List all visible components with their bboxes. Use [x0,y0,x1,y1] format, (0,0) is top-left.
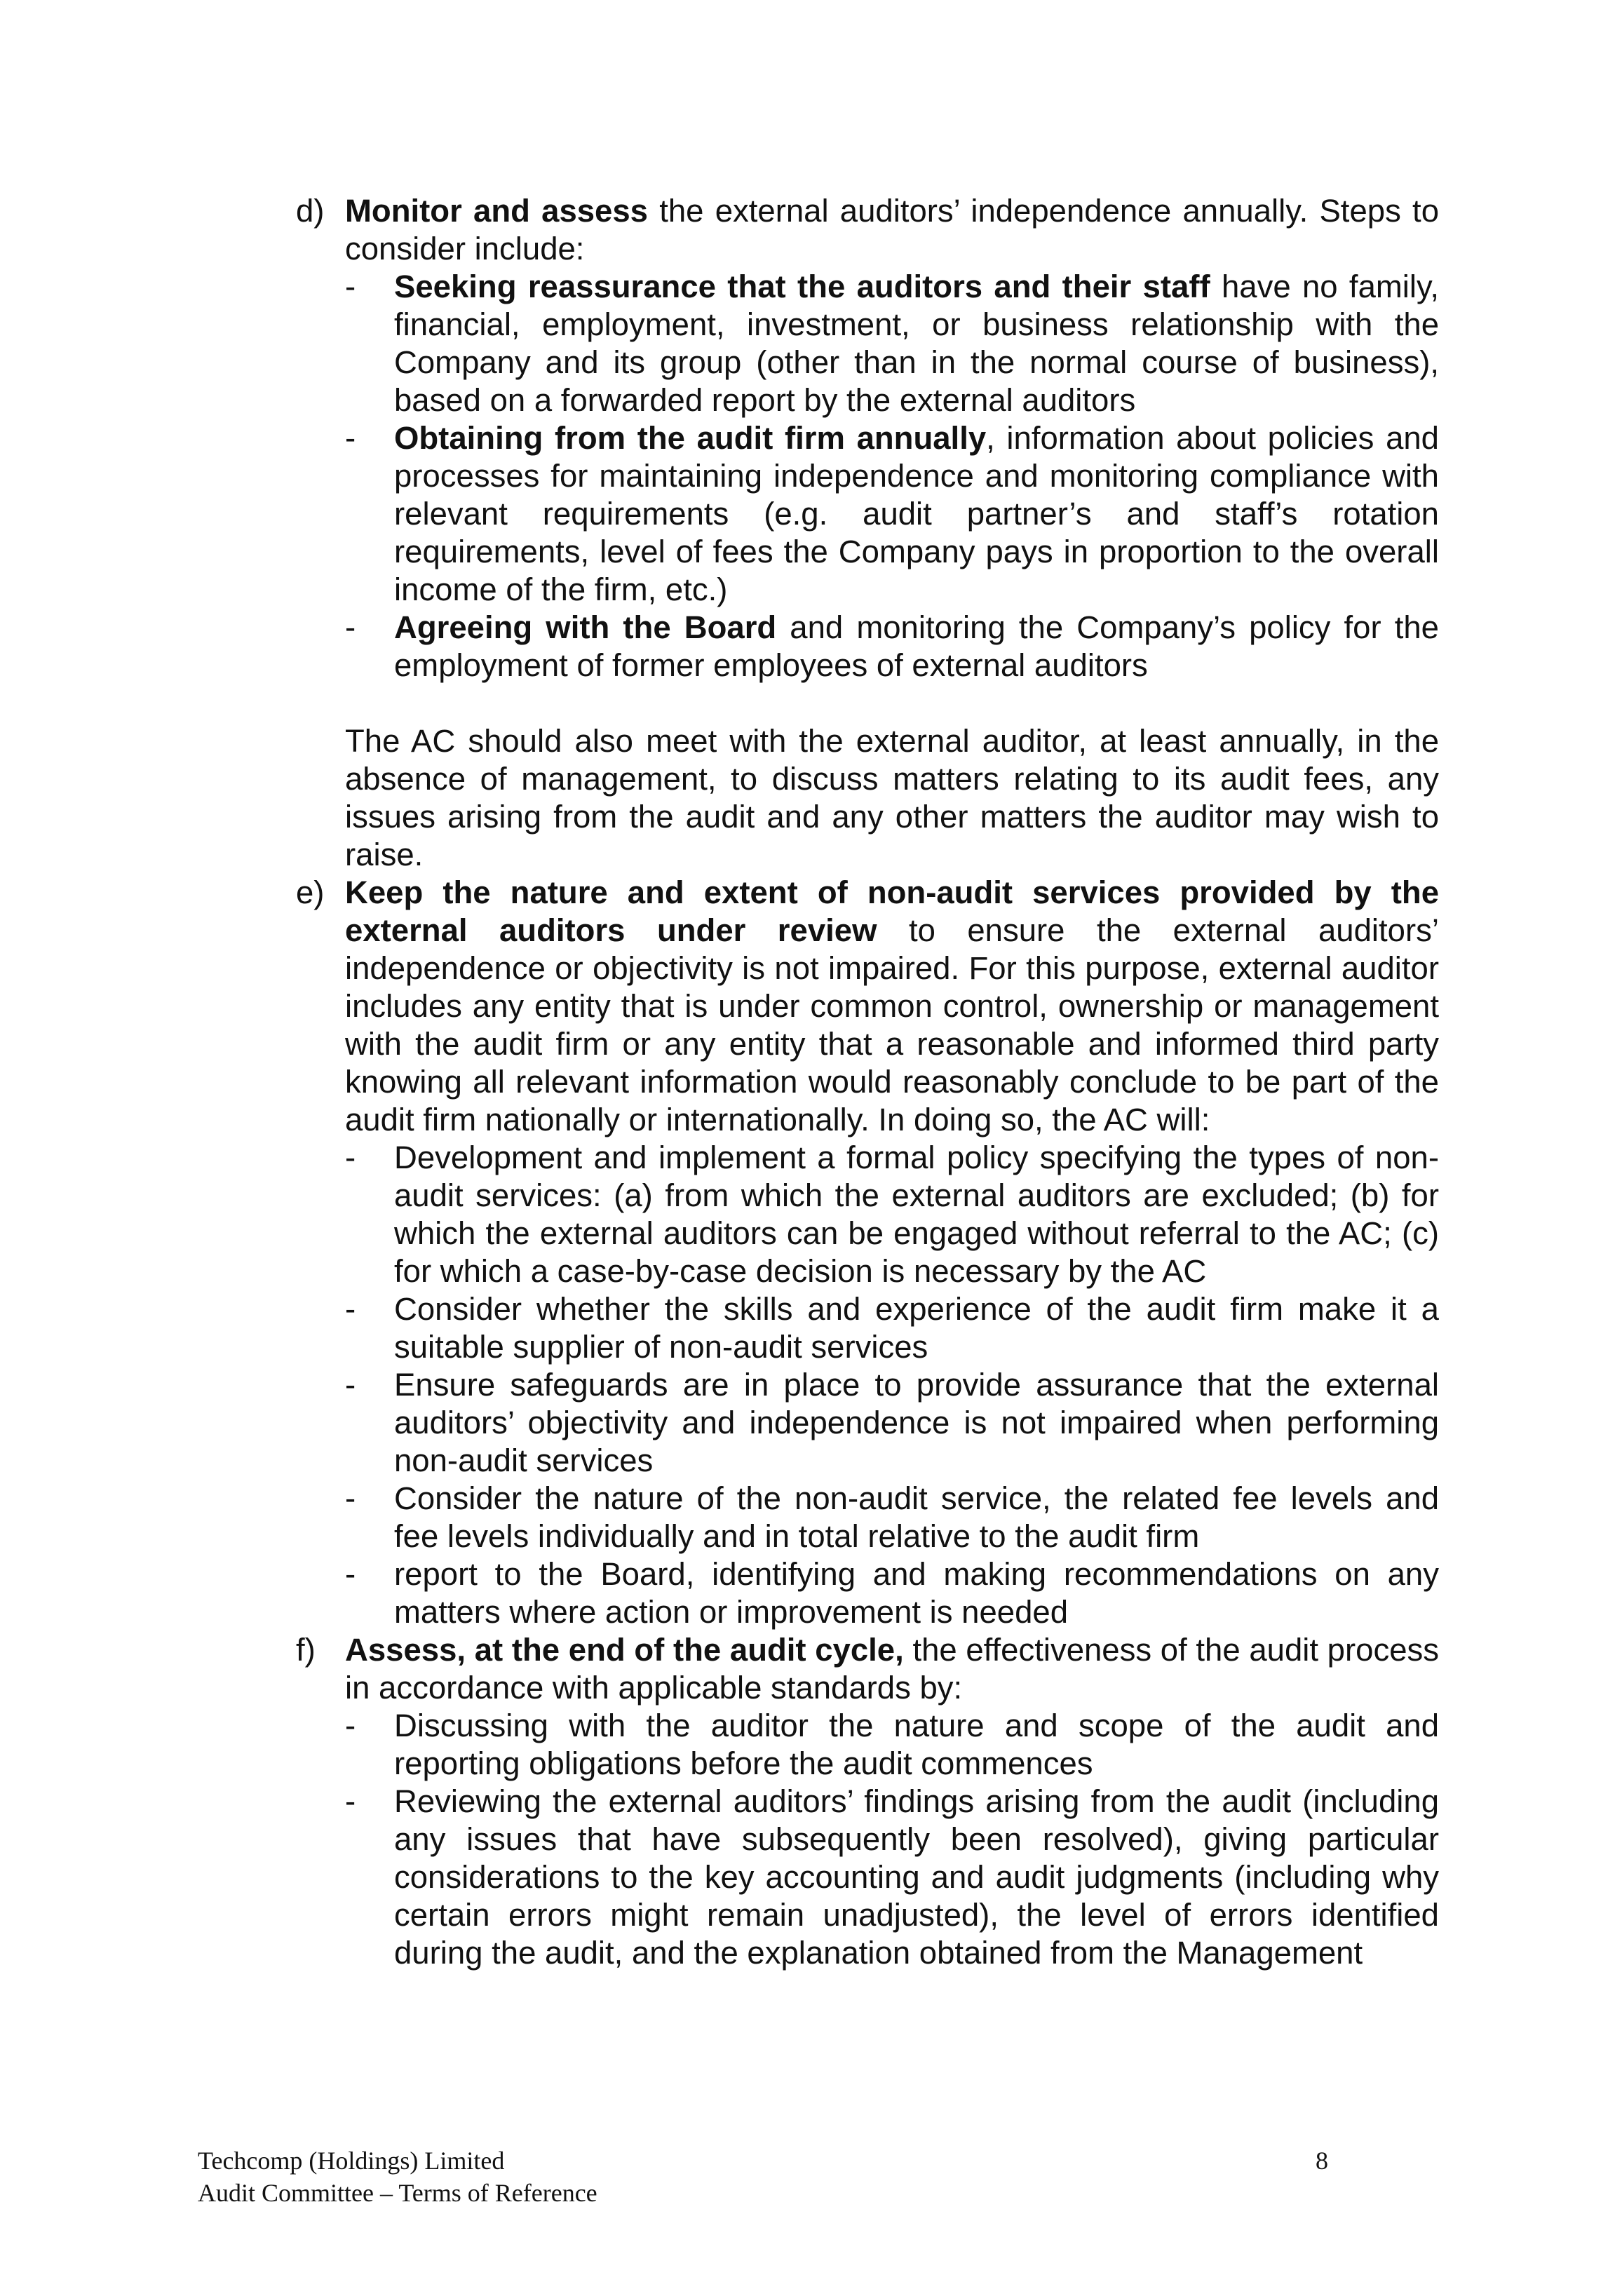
bullet-text: Consider the nature of the non-audit service, the related fee levels and fee levels individually and in total relative to the audit firm [394,1480,1439,1554]
item-lead-bold: Monitor and assess [345,193,648,229]
bullet-bold: Seeking reassurance that the auditors and their staff [394,269,1210,304]
dash-marker: - [345,1783,356,1819]
dash-marker: - [345,609,356,645]
item-label: f) [296,1632,316,1668]
bullet-text: Reviewing the external auditors’ findings arising from the audit (including any issues that have subsequently been resolved), giving particular considerations to the key accounting and audit judgments (including why certain errors might remain unadjusted), the level of errors identified during the audit, and the explanation obtained from the Management [394,1783,1439,1971]
item-label: e) [296,874,325,910]
section-item-f [296,1631,1439,1972]
item-lead-text: the effectiveness of the audit process in accordance with applicable standards by: [345,1632,1440,1706]
dash-marker: - [345,1708,356,1743]
dash-marker: - [345,1367,356,1403]
list-item [345,1707,1439,1783]
bullet-text: and monitoring the Company’s policy for the employment of former employees of external auditors [394,609,1439,683]
item-lead [345,874,1439,1139]
bullet-text: Discussing with the auditor the nature and scope of the audit and reporting obligations before the audit commences [394,1708,1439,1781]
bullet-text: Consider whether the skills and experience of the audit firm make it a suitable supplier of non-audit services [394,1291,1439,1365]
item-label: d) [296,193,325,229]
item-lead-text: to ensure the external auditors’ independence or objectivity is not impaired. For this purpose, external auditor includes any entity that is under common control, ownership or management with the audit firm or any entity that a reasonable and informed third party knowing all relevant information would reasonably conclude to be part of the audit firm nationally or internationally. In doing so, the AC will: [345,912,1439,1137]
item-lead [345,192,1439,268]
bullet-list [345,1707,1439,1972]
list-item [345,1783,1439,1972]
list-item [345,609,1439,684]
item-lead [345,1631,1439,1707]
item-lead-text: the external auditors’ independence annually. Steps to consider include: [345,193,1439,266]
page-number: 8 [1316,2147,1328,2175]
bullet-text: , information about policies and processes for maintaining independence and monitoring compliance with relevant requirements (e.g. audit partner’s and staff’s rotation requirements, level of fees the Company pays in proportion to the overall income of the firm, etc.) [394,420,1439,607]
dash-marker: - [345,1556,356,1592]
list-item [345,268,1439,419]
ac-meeting-paragraph: The AC should also meet with the external auditor, at least annually, in the absence of management, to discuss matters relating to its audit fees, any issues arising from the audit and any other matters the auditor may wish to raise. [345,723,1439,872]
page-footer [198,2145,597,2209]
dash-marker: - [345,1480,356,1516]
bullet-text: Development and implement a formal policy specifying the types of non-audit services: (a) from which the external auditors are excluded; (b) for which the external auditors can be engaged without referral to the AC; (c) for which a case-by-case decision is necessary by the AC [394,1140,1439,1289]
dash-marker: - [345,1291,356,1327]
section-item-d [296,192,1439,874]
dash-marker: - [345,269,356,304]
document-body [296,192,1439,1972]
list-item [345,1366,1439,1480]
footer-company: Techcomp (Holdings) Limited [198,2147,505,2175]
list-item [345,1290,1439,1366]
list-item [345,1139,1439,1290]
bullet-list [345,1139,1439,1631]
bullet-bold: Obtaining from the audit firm annually [394,420,987,456]
dash-marker: - [345,1140,356,1175]
footer-document-title: Audit Committee – Terms of Reference [198,2179,597,2207]
list-item [345,1480,1439,1555]
item-lead-bold: Assess, at the end of the audit cycle, [345,1632,904,1668]
dash-marker: - [345,420,356,456]
bullet-text: have no family, financial, employment, investment, or business relationship with the Company and its group (other than in the normal course of business), based on a forwarded report by the external auditors [394,269,1440,418]
list-item [345,1555,1439,1631]
bullet-bold: Agreeing with the Board [394,609,777,645]
item-lead-bold: Keep the nature and extent of non-audit services provided by the external auditors under review [345,874,1439,948]
bullet-text: Ensure safeguards are in place to provide assurance that the external auditors’ objectivity and independence is not impaired when performing non-audit services [394,1367,1439,1478]
bullet-list [345,268,1439,684]
bullet-text: report to the Board, identifying and making recommendations on any matters where action or improvement is needed [394,1556,1439,1630]
list-item [345,419,1439,609]
paragraph-gap [345,684,1439,722]
section-item-e [296,874,1439,1631]
